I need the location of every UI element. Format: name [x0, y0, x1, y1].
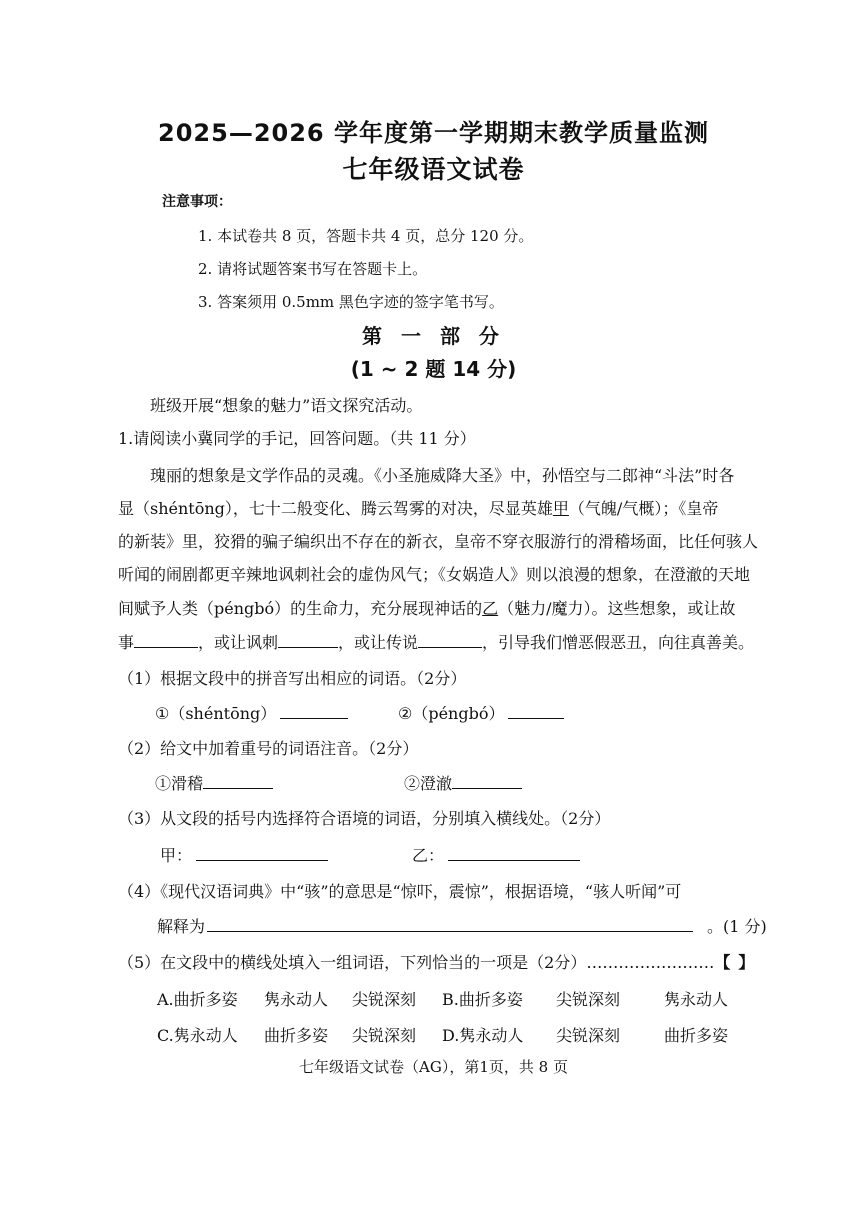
passage-line [118, 630, 754, 653]
answer-blank[interactable] [196, 846, 328, 861]
option-a-part: 尖锐深刻 [352, 990, 417, 1009]
notice-item: 2. 请将试题答案书写在答题卡上。 [198, 260, 428, 278]
option-d[interactable]: D.隽永动人 [442, 1026, 524, 1045]
passage-text: 显（shéntōng），七十二般变化、腾云驾雾的对决，尽显英雄 [118, 499, 553, 518]
option-a-part: 隽永动人 [264, 990, 329, 1009]
question-1-stem: 1.请阅读小冀同学的手记，回答问题。（共 11 分） [118, 429, 476, 448]
subquestion-3-item-a [160, 843, 328, 866]
passage-text: ，或让讽刺 [198, 633, 279, 652]
answer-blank[interactable] [280, 704, 348, 719]
prompt-text: 解释为 [157, 917, 206, 936]
notice-heading: 注意事项： [162, 194, 232, 210]
option-c[interactable]: C.隽永动人 [157, 1026, 238, 1045]
subquestion-1-stem: （1）根据文段中的拼音写出相应的词语。（2分） [118, 669, 467, 688]
answer-blank[interactable] [203, 774, 273, 789]
score-note: 。(1 分) [707, 917, 767, 936]
passage-text: 间赋予人类（péngbó）的生命力，充分展现神话的 [118, 599, 483, 618]
option-c-part: 尖锐深刻 [352, 1026, 417, 1045]
pinyin-prompt: ②（péngbó） [398, 704, 505, 723]
blank-yi-label: 乙 [482, 599, 499, 618]
blank-label: 乙： [412, 846, 445, 865]
exam-subtitle: 七年级语文试卷 [342, 155, 525, 184]
pinyin-prompt: ①（shéntōng） [155, 704, 277, 723]
passage-line [118, 596, 736, 619]
part-title: 第 一 部 分 [362, 324, 505, 348]
passage-text: （魅力/魔力）。这些想象，或让故 [498, 599, 736, 618]
passage-text: （气魄/气概）；《皇帝 [568, 499, 719, 518]
subquestion-1-item-b [398, 701, 564, 724]
subquestion-4-line2 [157, 914, 767, 937]
subquestion-5-stem [118, 950, 754, 973]
exam-title: 2025—2026 学年度第一学期期末教学质量监测 [158, 119, 709, 147]
subquestion-2-stem: （2）给文中加着重号的词语注音。（2分） [118, 739, 419, 758]
part-range: (1 ~ 2 题 14 分) [350, 357, 517, 381]
subquestion-1-item-a [155, 701, 348, 724]
subquestion-3-item-b [412, 843, 580, 866]
passage-line [118, 496, 718, 519]
answer-bracket-open: 【 [714, 953, 731, 972]
passage-blank[interactable] [278, 633, 338, 648]
blank-label: 甲： [160, 846, 193, 865]
option-d-part: 曲折多姿 [664, 1026, 729, 1045]
option-d-part: 尖锐深刻 [556, 1026, 621, 1045]
option-b[interactable]: B.曲折多姿 [442, 990, 523, 1009]
passage-text: ，或让传说 [338, 633, 419, 652]
notice-item: 3. 答案须用 0.5mm 黑色字迹的签字笔书写。 [198, 293, 504, 311]
word-prompt: ②澄澈 [404, 774, 453, 793]
option-b-part: 隽永动人 [664, 990, 729, 1009]
option-c-part: 曲折多姿 [264, 1026, 329, 1045]
blank-jia-label: 甲 [552, 499, 569, 518]
subquestion-3-stem: （3）从文段的括号内选择符合语境的词语，分别填入横线处。（2分） [118, 809, 611, 828]
page-footer: 七年级语文试卷（AG），第1页，共 8 页 [299, 1058, 568, 1076]
passage-blank[interactable] [134, 633, 198, 648]
passage-line: 听闻的闹剧都更辛辣地讽刺社会的虚伪风气；《女娲造人》则以浪漫的想象，在澄澈的天地 [118, 565, 751, 584]
passage-line: 瑰丽的想象是文学作品的灵魂。《小圣施威降大圣》中，孙悟空与二郎神“斗法”时各 [150, 466, 735, 485]
word-prompt: ①滑稽 [155, 774, 204, 793]
passage-text: ，引导我们憎恶假恶丑，向往真善美。 [482, 633, 755, 652]
passage-text: 事 [118, 633, 135, 652]
answer-blank[interactable] [207, 917, 693, 932]
answer-blank[interactable] [448, 846, 580, 861]
answer-bracket-close: 】 [738, 953, 755, 972]
subquestion-2-item-b [404, 771, 522, 794]
option-a[interactable]: A.曲折多姿 [157, 990, 238, 1009]
answer-blank[interactable] [508, 704, 564, 719]
answer-blank[interactable] [452, 774, 522, 789]
stem-text: （5）在文段中的横线处填入一组词语，下列恰当的一项是（2分）…………………… [118, 953, 715, 972]
activity-intro: 班级开展“想象的魅力”语文探究活动。 [150, 396, 423, 415]
passage-line: 的新装》里，狡猾的骗子编织出不存在的新衣，皇帝不穿衣服游行的滑稽场面，比任何骇人 [118, 532, 759, 551]
passage-blank[interactable] [418, 633, 482, 648]
subquestion-4-stem: （4）《现代汉语词典》中“骇”的意思是“惊吓，震惊”，根据语境，“骇人听闻”可 [118, 882, 682, 901]
notice-item: 1. 本试卷共 8 页，答题卡共 4 页，总分 120 分。 [198, 227, 534, 245]
subquestion-2-item-a [155, 771, 273, 794]
option-b-part: 尖锐深刻 [556, 990, 621, 1009]
